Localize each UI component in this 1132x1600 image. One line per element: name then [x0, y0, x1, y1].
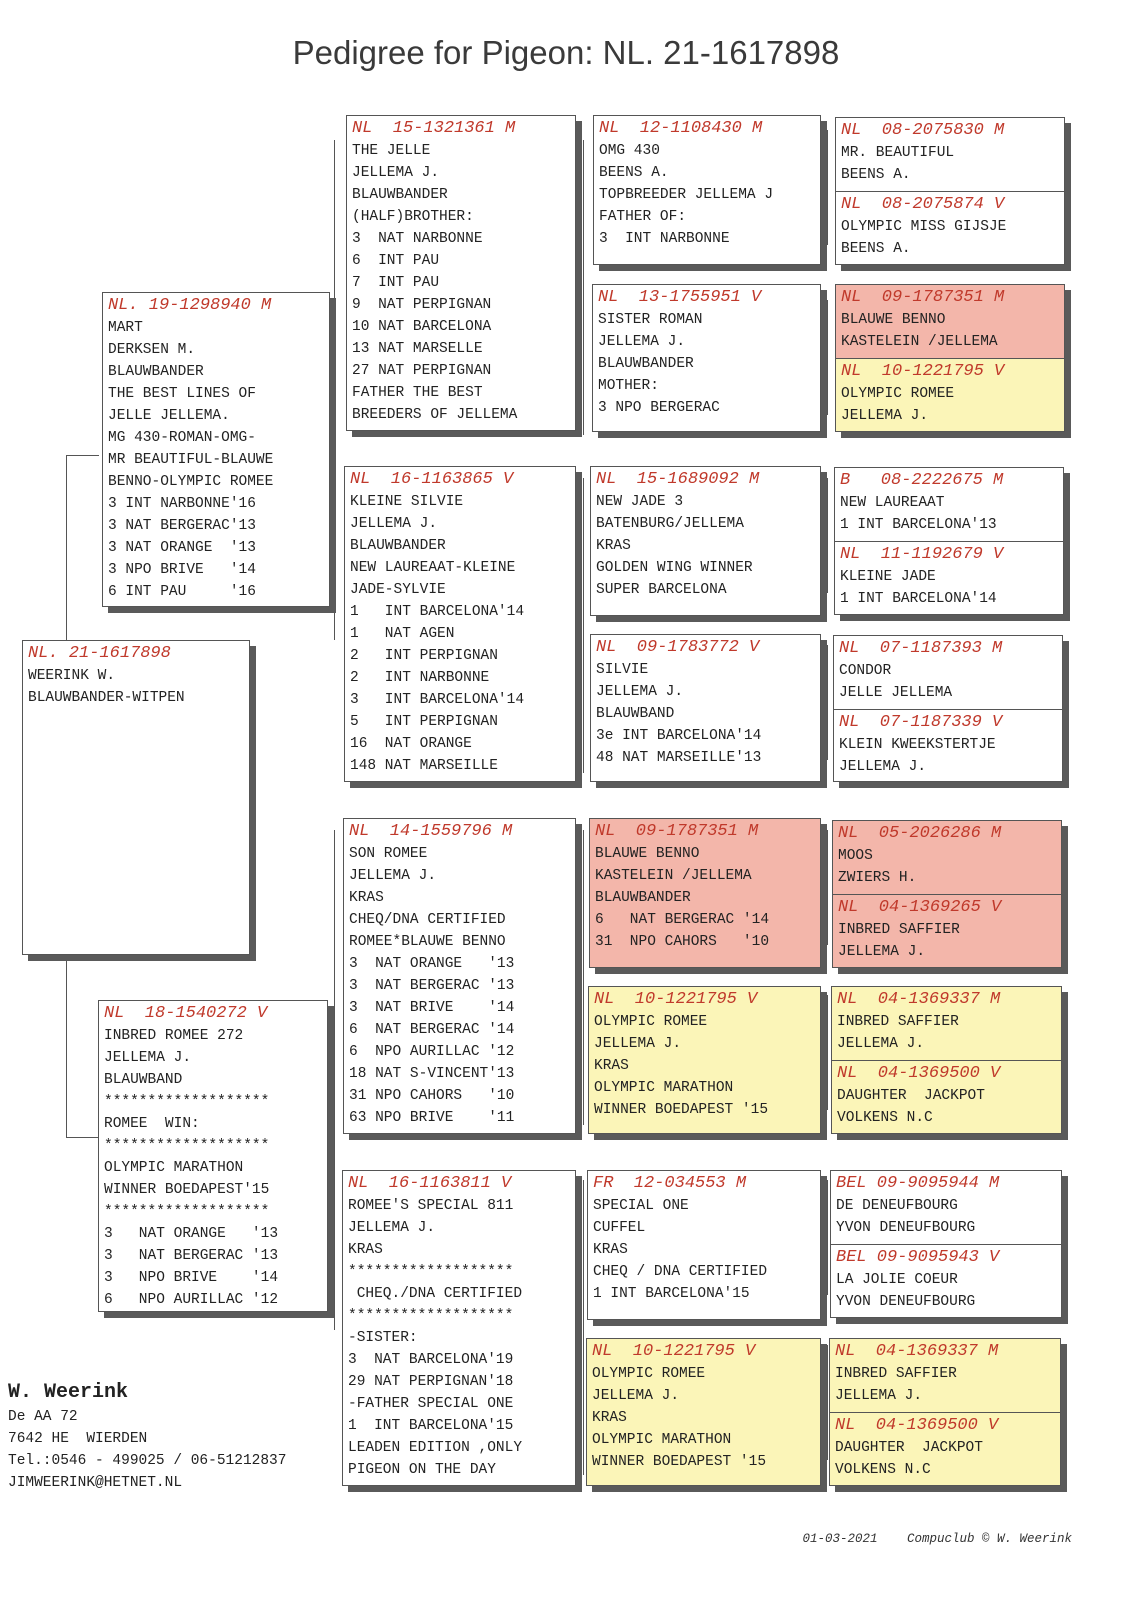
pedigree-line: MG 430-ROMAN-OMG-: [108, 430, 256, 446]
pedigree-line: 3 NAT BARCELONA'19: [348, 1352, 514, 1368]
pedigree-line: ZWIERS H.: [838, 870, 917, 886]
pedigree-line: -FATHER SPECIAL ONE: [348, 1396, 514, 1412]
pigeon-record-cock: [830, 1339, 1060, 1413]
pigeon-record: [588, 1171, 820, 1307]
pedigree-line: 63 NPO BRIVE '11: [349, 1110, 515, 1126]
pigeon-card-dam-dam: [342, 1170, 576, 1486]
ring-number: NL 05-2026286 M: [838, 824, 1002, 843]
connector: [66, 955, 99, 1138]
pedigree-line: 29 NAT PERPIGNAN'18: [348, 1374, 514, 1390]
pigeon-card-sds: [590, 466, 821, 616]
ring-number: NL 07-1187339 V: [839, 713, 1003, 732]
pedigree-line: INBRED SAFFIER: [835, 1366, 957, 1382]
pedigree-line: INBRED SAFFIER: [838, 922, 960, 938]
pedigree-line: MOTHER:: [598, 378, 659, 394]
pedigree-line: 2 INT PERPIGNAN: [350, 648, 498, 664]
pedigree-line: SON ROMEE: [349, 846, 428, 862]
pedigree-line: LA JOLIE COEUR: [836, 1272, 958, 1288]
pedigree-line: BLAUWBANDER-WITPEN: [28, 690, 185, 706]
pair-card: [832, 820, 1062, 968]
pigeon-card-dds: [587, 1170, 821, 1320]
ring-number: NL 04-1369337 M: [835, 1342, 999, 1361]
pigeon-record: [23, 641, 249, 711]
pedigree-line: ROMEE WIN:: [104, 1116, 200, 1132]
pedigree-line: ROMEE'S SPECIAL 811: [348, 1198, 514, 1214]
ring-number: NL 04-1369500 V: [837, 1064, 1001, 1083]
pedigree-line: LEADEN EDITION ,ONLY: [348, 1440, 523, 1456]
pedigree-line: *******************: [104, 1204, 270, 1220]
pigeon-card-dam: [98, 1000, 328, 1312]
ring-number: NL 16-1163811 V: [348, 1174, 512, 1193]
pigeon-record-cock: [832, 987, 1061, 1061]
pedigree-line: 3e INT BARCELONA'14: [596, 728, 762, 744]
ring-number: FR 12-034553 M: [593, 1174, 747, 1193]
pedigree-line: OLYMPIC MARATHON: [594, 1080, 734, 1096]
pedigree-line: 6 INT PAU: [352, 253, 440, 269]
pedigree-line: JELLEMA J.: [596, 684, 684, 700]
credit-text: Compuclub © W. Weerink: [906, 1532, 1072, 1546]
divider: [835, 541, 1063, 542]
pedigree-line: DE DENEUFBOURG: [836, 1198, 958, 1214]
pedigree-line: OLYMPIC ROMEE: [594, 1014, 708, 1030]
pigeon-record-hen: [834, 710, 1062, 782]
pedigree-line: 1 INT BARCELONA'13: [840, 517, 997, 533]
pigeon-record-cock: [836, 118, 1064, 192]
pedigree-line: 31 NPO CAHORS '10: [349, 1088, 515, 1104]
pedigree-line: JELLE JELLEMA: [839, 685, 953, 701]
pigeon-card-sire: [102, 292, 330, 607]
pigeon-record: [591, 635, 820, 771]
connector: [827, 130, 832, 245]
address-line: JIMWEERINK@HETNET.NL: [8, 1475, 183, 1491]
pedigree-line: OLYMPIC MARATHON: [592, 1432, 732, 1448]
pedigree-line: 3 NAT ORANGE '13: [104, 1226, 279, 1242]
pedigree-line: JELLEMA J.: [838, 944, 926, 960]
pedigree-line: 3 NPO BERGERAC: [598, 400, 720, 416]
pedigree-line: (HALF)BROTHER:: [352, 209, 474, 225]
pigeon-record: [590, 819, 820, 955]
pedigree-line: YVON DENEUFBOURG: [836, 1220, 976, 1236]
pigeon-card-sss: [593, 115, 821, 265]
connector: [66, 455, 99, 641]
pedigree-line: 3 NAT NARBONNE: [352, 231, 483, 247]
pedigree-line: KLEINE SILVIE: [350, 494, 464, 510]
pedigree-line: SILVIE: [596, 662, 649, 678]
pedigree-line: BATENBURG/JELLEMA: [596, 516, 744, 532]
pigeon-record: [589, 987, 820, 1123]
pigeon-record: [594, 116, 820, 252]
pedigree-line: MOOS: [838, 848, 873, 864]
pedigree-line: BEENS A.: [841, 241, 911, 257]
pedigree-line: KRAS: [594, 1058, 629, 1074]
ring-number: NL 09-1787351 M: [595, 822, 759, 841]
ring-number: NL 15-1321361 M: [352, 119, 516, 138]
pigeon-card-subject: [22, 640, 250, 955]
divider: [832, 1060, 1061, 1061]
pedigree-line: 3 NPO BRIVE '14: [104, 1270, 279, 1286]
pedigree-line: BLAUWBANDER: [598, 356, 694, 372]
pedigree-line: INBRED SAFFIER: [837, 1014, 959, 1030]
ring-number: NL 10-1221795 V: [841, 362, 1005, 381]
pedigree-line: JELLEMA J.: [104, 1050, 192, 1066]
pedigree-line: CHEQ / DNA CERTIFIED: [593, 1264, 768, 1280]
pedigree-line: BEENS A.: [841, 167, 911, 183]
connector: [827, 478, 832, 593]
pedigree-line: OLYMPIC ROMEE: [592, 1366, 706, 1382]
pigeon-record-cock: [834, 636, 1062, 710]
pedigree-line: NEW JADE 3: [596, 494, 684, 510]
pigeon-card-dam-sire: [343, 818, 576, 1134]
pedigree-line: THE BEST LINES OF: [108, 386, 256, 402]
pedigree-line: KASTELEIN /JELLEMA: [595, 868, 752, 884]
pedigree-line: 6 NAT BERGERAC '14: [349, 1022, 515, 1038]
pigeon-card-sire-sire: [346, 115, 576, 431]
page-title: Pedigree for Pigeon: NL. 21-1617898: [292, 34, 840, 71]
pair-card: [829, 1338, 1061, 1486]
pigeon-record-hen: [832, 1061, 1061, 1134]
pedigree-line: PIGEON ON THE DAY: [348, 1462, 496, 1478]
ring-number: BEL 09-9095943 V: [836, 1248, 1000, 1267]
pedigree-line: SISTER ROMAN: [598, 312, 703, 328]
pedigree-line: NEW LAUREAAT: [840, 495, 945, 511]
pedigree-line: JELLEMA J.: [348, 1220, 436, 1236]
ring-number: NL. 19-1298940 M: [108, 296, 272, 315]
pedigree-line: MR. BEAUTIFUL: [841, 145, 955, 161]
pedigree-line: YVON DENEUFBOURG: [836, 1294, 976, 1310]
pedigree-line: 3 NAT ORANGE '13: [108, 540, 256, 556]
pedigree-line: 18 NAT S-VINCENT'13: [349, 1066, 515, 1082]
breeder-name: W. Weerink: [8, 1381, 129, 1404]
pedigree-line: SPECIAL ONE: [593, 1198, 689, 1214]
pedigree-line: KRAS: [596, 538, 631, 554]
ring-number: NL. 21-1617898: [28, 644, 171, 663]
pedigree-line: DERKSEN M.: [108, 342, 196, 358]
pedigree-line: BLAUWE BENNO: [595, 846, 700, 862]
pedigree-line: 1 INT BARCELONA'15: [593, 1286, 750, 1302]
pedigree-line: OLYMPIC ROMEE: [841, 386, 955, 402]
pigeon-record-hen: [830, 1413, 1060, 1486]
ring-number: NL 07-1187393 M: [839, 639, 1003, 658]
pedigree-line: 6 INT PAU '16: [108, 584, 256, 600]
pedigree-line: MR BEAUTIFUL-BLAUWE: [108, 452, 274, 468]
pigeon-record-hen: [833, 895, 1061, 968]
pedigree-line: KRAS: [593, 1242, 628, 1258]
pigeon-record: [103, 293, 329, 605]
ring-number: NL 08-2075874 V: [841, 195, 1005, 214]
pedigree-line: 3 NAT BRIVE '14: [349, 1000, 515, 1016]
pigeon-card-ssd: [592, 284, 821, 432]
pedigree-line: 3 NAT BERGERAC '13: [349, 978, 515, 994]
pedigree-line: WINNER BOEDAPEST'15: [104, 1182, 270, 1198]
pigeon-record: [343, 1171, 575, 1483]
pedigree-line: 1 NAT AGEN: [350, 626, 455, 642]
pedigree-line: JELLEMA J.: [592, 1388, 680, 1404]
pedigree-line: 3 NAT ORANGE '13: [349, 956, 515, 972]
connector: [583, 478, 588, 773]
divider: [834, 709, 1062, 710]
pedigree-line: JELLE JELLEMA.: [108, 408, 230, 424]
pedigree-line: -SISTER:: [348, 1330, 418, 1346]
pedigree-line: KASTELEIN /JELLEMA: [841, 334, 998, 350]
pedigree-line: JELLEMA J.: [350, 516, 438, 532]
pedigree-line: BLAUWBANDER: [108, 364, 204, 380]
divider: [833, 894, 1061, 895]
pedigree-line: BLAUWBANDER: [350, 538, 446, 554]
divider: [831, 1244, 1061, 1245]
pigeon-record-hen: [836, 192, 1064, 265]
pedigree-line: *******************: [348, 1264, 514, 1280]
pigeon-record: [347, 116, 575, 428]
pedigree-line: SUPER BARCELONA: [596, 582, 727, 598]
pedigree-line: 148 NAT MARSEILLE: [350, 758, 498, 774]
pedigree-line: NEW LAUREAAT-KLEINE: [350, 560, 516, 576]
pigeon-card-dsd: [588, 986, 821, 1134]
ring-number: NL 14-1559796 M: [349, 822, 513, 841]
pedigree-line: WINNER BOEDAPEST '15: [592, 1454, 767, 1470]
pedigree-line: THE JELLE: [352, 143, 431, 159]
footer: [780, 1532, 1072, 1546]
breeder-address: [8, 1380, 286, 1494]
pigeon-record-hen: [831, 1245, 1061, 1318]
ring-number: NL 04-1369337 M: [837, 990, 1001, 1009]
pair-card: [835, 117, 1065, 265]
connector: [827, 300, 832, 415]
pedigree-line: 3 NPO BRIVE '14: [108, 562, 256, 578]
pigeon-card-dss: [589, 818, 821, 968]
pigeon-record: [344, 819, 575, 1131]
print-date: 01-03-2021: [802, 1532, 878, 1546]
pedigree-line: WEERINK W.: [28, 668, 116, 684]
pedigree-line: JELLEMA J.: [839, 759, 927, 775]
pigeon-record: [593, 285, 820, 421]
ring-number: NL 08-2075830 M: [841, 121, 1005, 140]
pedigree-line: 13 NAT MARSELLE: [352, 341, 483, 357]
ring-number: NL 13-1755951 V: [598, 288, 762, 307]
pedigree-line: 5 INT PERPIGNAN: [350, 714, 498, 730]
pedigree-line: JELLEMA J.: [349, 868, 437, 884]
pedigree-line: BLAUWBANDER: [352, 187, 448, 203]
pigeon-record: [591, 467, 820, 603]
pedigree-line: *******************: [104, 1094, 270, 1110]
pair-card: [833, 635, 1063, 782]
pedigree-line: JELLEMA J.: [835, 1388, 923, 1404]
pedigree-line: 3 INT BARCELONA'14: [350, 692, 525, 708]
ring-number: NL 16-1163865 V: [350, 470, 514, 489]
pigeon-record-hen: [835, 542, 1063, 615]
ring-number: NL 18-1540272 V: [104, 1004, 268, 1023]
address-line: 7642 HE WIERDEN: [8, 1431, 148, 1447]
pedigree-line: KRAS: [592, 1410, 627, 1426]
pedigree-line: *******************: [104, 1138, 270, 1154]
ring-number: NL 12-1108430 M: [599, 119, 763, 138]
pedigree-line: MART: [108, 320, 143, 336]
ring-number: NL 15-1689092 M: [596, 470, 760, 489]
pedigree-line: FATHER OF:: [599, 209, 687, 225]
pedigree-line: INBRED ROMEE 272: [104, 1028, 244, 1044]
pedigree-line: GOLDEN WING WINNER: [596, 560, 753, 576]
pedigree-line: VOLKENS N.C: [835, 1462, 931, 1478]
pedigree-line: BEENS A.: [599, 165, 669, 181]
pedigree-line: 7 INT PAU: [352, 275, 440, 291]
pigeon-record: [587, 1339, 820, 1475]
connector: [583, 140, 588, 435]
address-line: De AA 72: [8, 1409, 78, 1425]
pedigree-line: CONDOR: [839, 663, 892, 679]
pigeon-card-ddd: [586, 1338, 821, 1486]
connector: [827, 645, 832, 760]
pair-card: [830, 1170, 1062, 1318]
pedigree-line: BLAUWBANDER: [595, 890, 691, 906]
pedigree-line: JELLEMA J.: [841, 408, 929, 424]
pigeon-record-cock: [835, 468, 1063, 542]
pedigree-line: 3 INT NARBONNE: [599, 231, 730, 247]
ring-number: NL 11-1192679 V: [840, 545, 1004, 564]
pigeon-record: [99, 1001, 327, 1312]
pigeon-card-sire-dam: [344, 466, 576, 782]
pedigree-line: DAUGHTER JACKPOT: [835, 1440, 983, 1456]
pedigree-line: KRAS: [349, 890, 384, 906]
pigeon-record-cock: [831, 1171, 1061, 1245]
ring-number: NL 09-1783772 V: [596, 638, 760, 657]
pedigree-line: CUFFEL: [593, 1220, 646, 1236]
pedigree-line: 1 INT BARCELONA'14: [350, 604, 525, 620]
pedigree-line: 10 NAT BARCELONA: [352, 319, 492, 335]
pedigree-line: BLAUWBAND: [104, 1072, 183, 1088]
ring-number: NL 10-1221795 V: [594, 990, 758, 1009]
ring-number: BEL 09-9095944 M: [836, 1174, 1000, 1193]
pedigree-line: 9 NAT PERPIGNAN: [352, 297, 492, 313]
pedigree-line: KLEIN KWEEKSTERTJE: [839, 737, 996, 753]
pedigree-line: BENNO-OLYMPIC ROMEE: [108, 474, 274, 490]
pedigree-line: 27 NAT PERPIGNAN: [352, 363, 492, 379]
divider: [836, 358, 1064, 359]
ring-number: NL 10-1221795 V: [592, 1342, 756, 1361]
pedigree-line: JELLEMA J.: [594, 1036, 682, 1052]
ring-number: NL 04-1369500 V: [835, 1416, 999, 1435]
pedigree-line: 3 INT NARBONNE'16: [108, 496, 256, 512]
pedigree-line: KLEINE JADE: [840, 569, 936, 585]
pedigree-line: ROMEE*BLAUWE BENNO: [349, 934, 506, 950]
pigeon-record: [345, 467, 575, 779]
pedigree-line: *******************: [348, 1308, 514, 1324]
pedigree-line: 16 NAT ORANGE: [350, 736, 472, 752]
pedigree-line: CHEQ/DNA CERTIFIED: [349, 912, 506, 928]
pedigree-line: OLYMPIC MARATHON: [104, 1160, 244, 1176]
pedigree-line: WINNER BOEDAPEST '15: [594, 1102, 769, 1118]
pedigree-line: 6 NPO AURILLAC '12: [104, 1292, 279, 1308]
pigeon-record-cock: [833, 821, 1061, 895]
divider: [836, 191, 1064, 192]
pedigree-line: 6 NPO AURILLAC '12: [349, 1044, 515, 1060]
pedigree-line: 31 NPO CAHORS '10: [595, 934, 770, 950]
pair-card: [834, 467, 1064, 615]
pedigree-line: 3 NAT BERGERAC '13: [104, 1248, 279, 1264]
pedigree-line: OMG 430: [599, 143, 660, 159]
pigeon-card-sdd: [590, 634, 821, 782]
pedigree-line: JELLEMA J.: [598, 334, 686, 350]
pedigree-line: BLAUWE BENNO: [841, 312, 946, 328]
pedigree-line: DAUGHTER JACKPOT: [837, 1088, 985, 1104]
pedigree-line: OLYMPIC MISS GIJSJE: [841, 219, 1007, 235]
pedigree-line: FATHER THE BEST: [352, 385, 483, 401]
pedigree-line: KRAS: [348, 1242, 383, 1258]
pedigree-line: 3 NAT BERGERAC'13: [108, 518, 256, 534]
pedigree-line: 6 NAT BERGERAC '14: [595, 912, 770, 928]
pedigree-line: VOLKENS N.C: [837, 1110, 933, 1126]
pedigree-line: BLAUWBAND: [596, 706, 675, 722]
pedigree-line: TOPBREEDER JELLEMA J: [599, 187, 774, 203]
pedigree-line: BREEDERS OF JELLEMA: [352, 407, 518, 423]
pedigree-line: 1 INT BARCELONA'14: [840, 591, 997, 607]
pigeon-record-hen: [836, 359, 1064, 432]
pedigree-line: 1 INT BARCELONA'15: [348, 1418, 514, 1434]
pair-card: [831, 986, 1062, 1134]
pedigree-line: JELLEMA J.: [837, 1036, 925, 1052]
pedigree-line: JADE-SYLVIE: [350, 582, 446, 598]
ring-number: NL 09-1787351 M: [841, 288, 1005, 307]
pedigree-line: 2 INT NARBONNE: [350, 670, 490, 686]
address-line: Tel.:0546 - 499025 / 06-51212837: [8, 1453, 287, 1469]
pedigree-line: JELLEMA J.: [352, 165, 440, 181]
ring-number: NL 04-1369265 V: [838, 898, 1002, 917]
pair-card: [835, 284, 1065, 432]
pedigree-line: CHEQ./DNA CERTIFIED: [348, 1286, 523, 1302]
divider: [830, 1412, 1060, 1413]
ring-number: B 08-2222675 M: [840, 471, 1004, 490]
pigeon-record-cock: [836, 285, 1064, 359]
pedigree-line: 48 NAT MARSEILLE'13: [596, 750, 762, 766]
